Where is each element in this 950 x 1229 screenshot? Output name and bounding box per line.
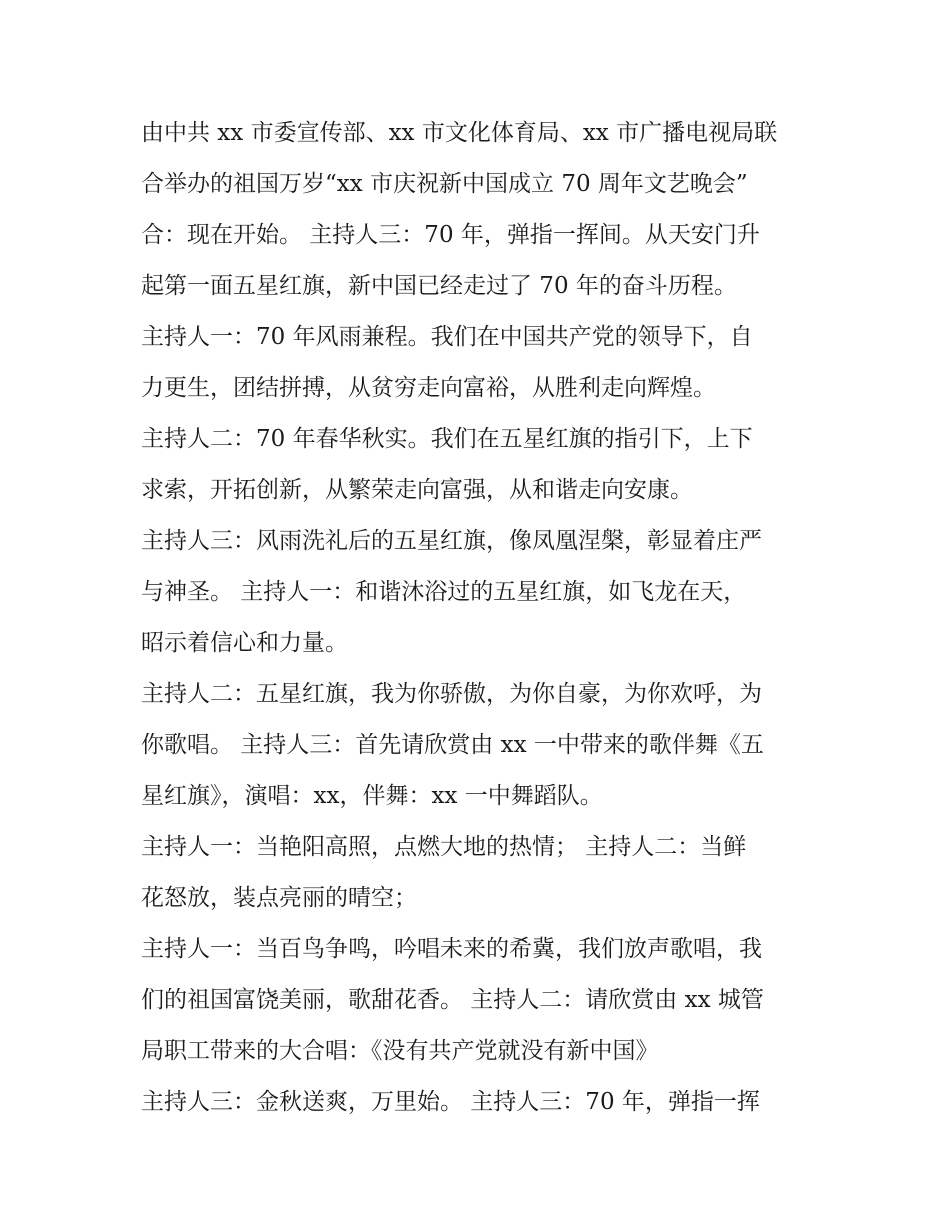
text-line: 求索，开拓创新，从繁荣走向富强，从和谐走向安康。 <box>141 477 693 503</box>
text-line: 合：现在开始。 主持人三：70 年，弹指一挥间。从天安门升 <box>141 222 760 248</box>
text-line: 主持人三：金秋送爽，万里始。 主持人三：70 年，弹指一挥 <box>141 1089 760 1115</box>
text-line: 主持人二：70 年春华秋实。我们在五星红旗的指引下，上下 <box>141 426 753 452</box>
text-line: 主持人三：风雨洗礼后的五星红旗，像凤凰涅槃，彰显着庄严 <box>141 528 762 554</box>
text-line: 你歌唱。 主持人三：首先请欣赏由 xx 一中带来的歌伴舞《五 <box>141 732 764 758</box>
text-line: 与神圣。 主持人一：和谐沐浴过的五星红旗，如飞龙在天， <box>141 579 747 605</box>
text-line: 由中共 xx 市委宣传部、xx 市文化体育局、xx 市广播电视局联 <box>141 120 778 146</box>
text-line: 主持人二：五星红旗，我为你骄傲，为你自豪，为你欢呼，为 <box>141 681 762 707</box>
text-line: 合举办的祖国万岁“xx 市庆祝新中国成立 70 周年文艺晚会” <box>141 171 748 197</box>
document-body <box>141 108 821 1128</box>
text-line: 主持人一：70 年风雨兼程。我们在中国共产党的领导下，自 <box>141 324 753 350</box>
text-line: 主持人一：当艳阳高照，点燃大地的热情； 主持人二：当鲜 <box>141 834 747 860</box>
text-line: 昭示着信心和力量。 <box>141 630 348 656</box>
text-line: 们的祖国富饶美丽，歌甜花香。 主持人二：请欣赏由 xx 城管 <box>141 987 764 1013</box>
text-line: 力更生，团结拼搏，从贫穷走向富裕，从胜利走向辉煌。 <box>141 375 716 401</box>
text-line: 主持人一：当百鸟争鸣，吟唱未来的希冀，我们放声歌唱，我 <box>141 936 762 962</box>
text-line: 起第一面五星红旗，新中国已经走过了 70 年的奋斗历程。 <box>141 273 737 299</box>
text-line: 花怒放，装点亮丽的晴空； <box>141 885 417 911</box>
text-line: 星红旗》，演唱：xx，伴舞：xx 一中舞蹈队。 <box>141 783 603 809</box>
text-line: 局职工带来的大合唱：《没有共产党就没有新中国》 <box>141 1038 659 1064</box>
